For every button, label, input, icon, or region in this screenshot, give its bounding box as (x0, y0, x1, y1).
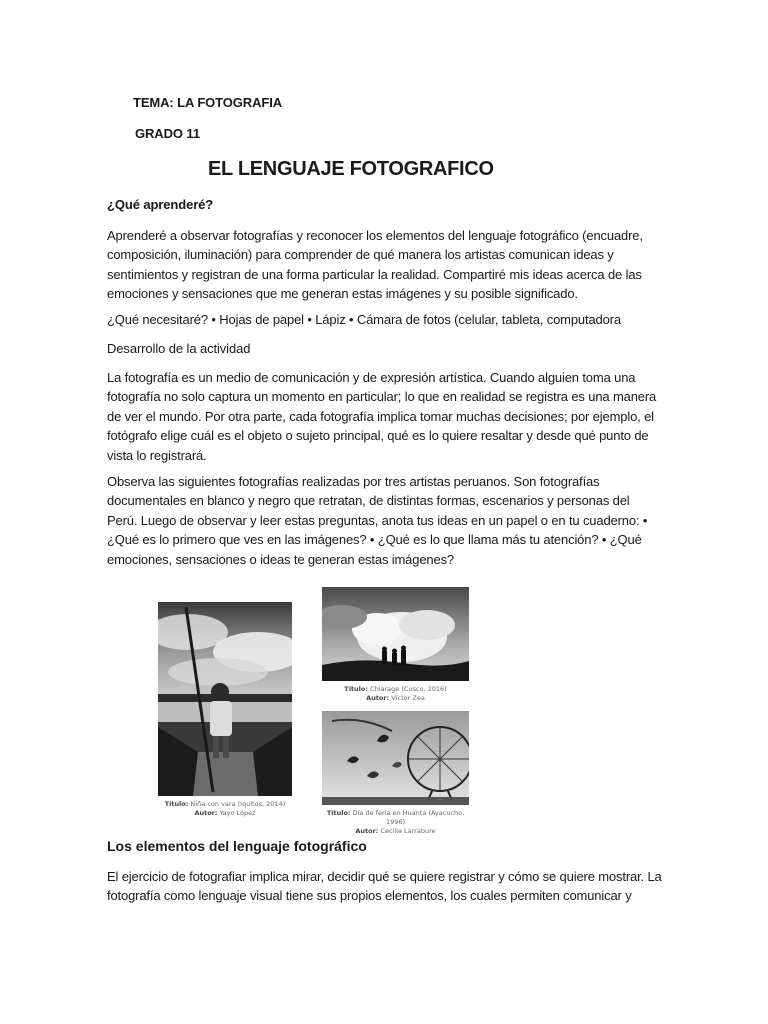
topic-label: TEMA: LA FOTOGRAFIA (133, 95, 283, 110)
photo-girl-with-stick (158, 602, 292, 796)
photo-caption-2: Título: Chiarage (Cusco, 2016) Autor: Víctor Zea (344, 685, 447, 702)
section-heading-development: Desarrollo de la actividad (107, 341, 251, 356)
paragraph-development: La fotografía es un medio de comunicación y de expresión artística. Cuando alguien toma una fotografía no solo captura un momento en particular; lo que en realidad se registra es una manera de ver el mundo. Por otra parte, cada fotografía implica tomar muchas decisiones; por ejemplo, el fotógrafo elige cuál es el objeto o sujeto principal, qué es lo quiere resaltar y desde qué punto de vista lo registrará. (107, 370, 657, 463)
photo-silhouettes-clouds (322, 587, 469, 681)
photo-caption-3: Título: Día de feria en Huanta (Ayacucho, 1996) Autor: Cecilia Larrabure (326, 809, 465, 835)
paragraph-materials: ¿Qué necesitaré? • Hojas de papel • Lápiz • Cámara de fotos (celular, tableta, computadora (107, 312, 621, 327)
section-heading-elements: Los elementos del lenguaje fotográfico (107, 838, 367, 854)
photo-fair-ride (322, 711, 469, 805)
paragraph-elements: El ejercicio de fotografiar implica mirar, decidir qué se quiere registrar y cómo se quiere mostrar. La fotografía como lenguaje visual tiene sus propios elementos, los cuales permiten comunicar y (107, 869, 662, 904)
photo-caption-1: Título: Niña con vara (Iquitos, 2014) Autor: Yayo López (164, 800, 286, 817)
paragraph-observe: Observa las siguientes fotografías realizadas por tres artistas peruanos. Son fotografías documentales en blanco y negro que retratan, de distintas formas, escenarios y personas del Perú. Luego de observar y leer estas preguntas, anota tus ideas en un papel o en tu cuaderno: • ¿Qué es lo primero que ves en las imágenes? • ¿Qué es lo que llama más tu atención? • ¿Qué emociones, sensaciones o ideas te generan estas imágenes? (107, 474, 648, 567)
section-heading-learn: ¿Qué aprenderé? (107, 197, 214, 212)
paragraph-learn: Aprenderé a observar fotografías y reconocer los elementos del lenguaje fotográfico (encuadre, composición, iluminación) para comprender de qué manera los artistas comunican ideas y sentimientos y registran de una forma particular la realidad. Compartiré mis ideas acerca de las emociones y sensaciones que me generan estas imágenes y su posible significado. (107, 228, 643, 302)
grade-label: GRADO 11 (135, 126, 200, 141)
page-title: EL LENGUAJE FOTOGRAFICO (208, 158, 494, 180)
